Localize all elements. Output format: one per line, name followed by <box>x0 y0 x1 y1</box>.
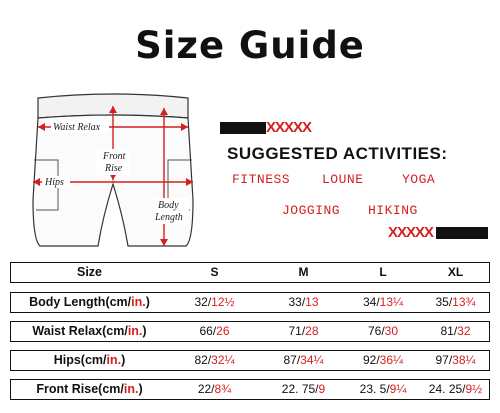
activity-yoga: YOGA <box>402 172 436 187</box>
body-length-label-line2: Length <box>155 212 183 223</box>
cell-value: 97/38¼ <box>435 353 476 367</box>
header-size-label: Size <box>76 265 102 279</box>
row-label: Waist Relax(cm/in.) <box>32 324 147 338</box>
activity-hiking: HIKING <box>368 203 418 218</box>
cell-value: 81/32 <box>440 324 471 338</box>
front-rise-label-line2: Rise <box>105 163 123 174</box>
row-label: Front Rise(cm/in.) <box>36 382 143 396</box>
header-size-m: M <box>298 265 309 279</box>
row-front-rise <box>10 379 490 400</box>
cell-value: 66/26 <box>199 324 230 338</box>
row-body-length <box>10 292 490 313</box>
shorts-diagram <box>18 88 203 263</box>
cell-value: 35/13¾ <box>435 295 476 309</box>
decor-bar-bottom <box>436 227 488 239</box>
decor-bar-top <box>220 122 266 134</box>
cell-value: 34/13¼ <box>362 295 404 309</box>
body-length-label-line1: Body <box>158 200 179 211</box>
cell-value: 92/36¼ <box>362 353 404 367</box>
shorts-illustration <box>18 88 203 263</box>
header-size-xl: XL <box>447 265 464 279</box>
waist-relax-label: Waist Relax <box>53 122 101 133</box>
row-hips <box>10 350 490 371</box>
cell-value: 23. 5/9¼ <box>359 382 407 396</box>
header-size-s: S <box>210 265 219 279</box>
activity-loune: LOUNE <box>322 172 364 187</box>
decor-mark-bottom: XXXXX <box>388 224 434 241</box>
cell-value: 33/13 <box>288 295 319 309</box>
page-title: Size Guide <box>135 24 365 67</box>
cell-value: 22/8¾ <box>197 382 232 396</box>
decor-mark-top: XXXXX <box>266 119 312 136</box>
cell-value: 24. 25/9½ <box>428 382 483 396</box>
front-rise-label-line1: Front <box>103 151 126 162</box>
activities-heading: SUGGESTED ACTIVITIES: <box>227 144 448 163</box>
row-label: Body Length(cm/in.) <box>29 295 150 309</box>
size-table-header <box>10 262 490 283</box>
cell-value: 22. 75/9 <box>281 382 326 396</box>
activity-jogging: JOGGING <box>282 203 341 218</box>
row-waist-relax <box>10 321 490 342</box>
activity-fitness: FITNESS <box>232 172 291 187</box>
row-label: Hips(cm/in.) <box>53 353 126 367</box>
cell-value: 76/30 <box>367 324 399 338</box>
cell-value: 71/28 <box>288 324 319 338</box>
hips-label: Hips <box>45 177 64 188</box>
cell-value: 82/32¼ <box>194 353 235 367</box>
header-size-l: L <box>379 265 387 279</box>
cell-value: 32/12½ <box>194 295 235 309</box>
cell-value: 87/34¼ <box>283 353 324 367</box>
